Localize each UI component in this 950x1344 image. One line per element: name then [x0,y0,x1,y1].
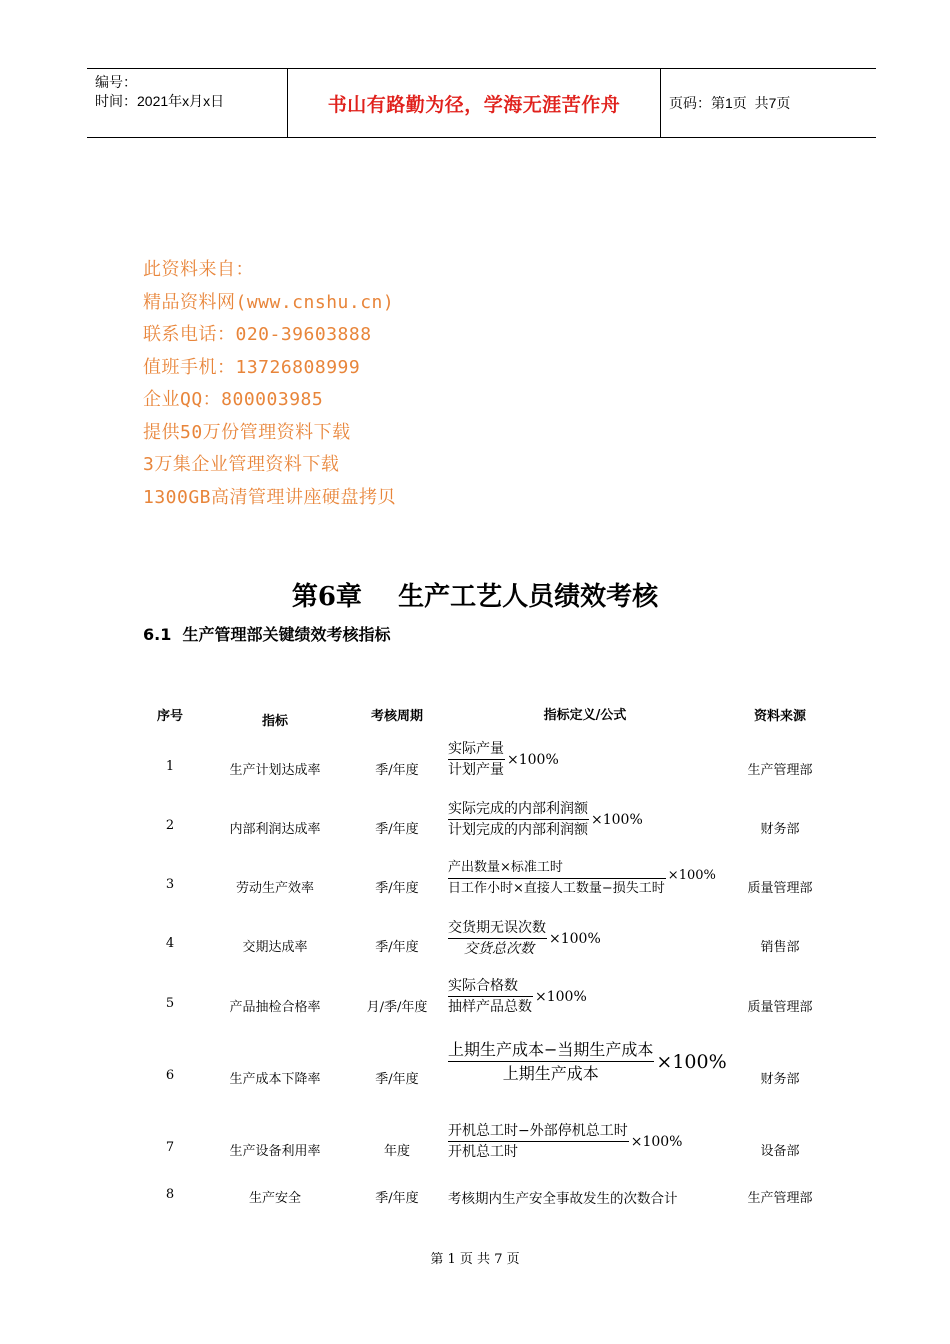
advert-line: 1300GB高清管理讲座硬盘拷贝 [143,486,397,508]
row-indicator: 交期达成率 [242,940,308,955]
row-source: 设备部 [760,1144,800,1159]
row-source: 质量管理部 [747,881,813,896]
row-definition: 考核期内生产安全事故发生的次数合计 [448,1191,678,1207]
row-no: 6 [165,1068,175,1083]
col-header-definition: 指标定义/公式 [543,708,627,723]
formula-factor: ×100% [549,930,601,947]
row-period: 季/年度 [375,822,419,837]
header-page-info [669,69,790,137]
advert-line: 3万集企业管理资料下载 [143,454,340,475]
advert-line: 联系电话：020-39603888 [143,324,372,345]
formula-numerator: 实际合格数 [448,977,533,997]
row-formula [448,1039,727,1084]
advert-line: 值班手机：13726808999 [143,356,361,378]
formula-factor: ×100% [591,811,643,828]
header-motto: 书山有路勤为径，学海无涯苦作舟 [287,69,661,137]
row-indicator: 内部利润达成率 [229,822,321,837]
col-header-no: 序号 [156,709,183,724]
formula-denominator: 计划产量 [448,762,504,778]
row-no: 2 [165,818,175,833]
row-no: 3 [165,877,175,892]
row-period: 季/年度 [375,940,419,955]
row-formula [448,740,559,779]
advert-line: 精品资料网(www.cnshu.cn) [143,291,395,313]
row-no: 7 [165,1140,175,1155]
row-indicator: 劳动生产效率 [235,881,314,896]
formula-denominator: 抽样产品总数 [448,999,532,1015]
formula-denominator: 开机总工时 [448,1144,518,1160]
formula-numerator: 实际产量 [448,740,505,760]
row-indicator: 生产设备利用率 [229,1144,321,1159]
formula-denominator: 上期生产成本 [502,1064,599,1083]
formula-numerator: 交货期无误次数 [448,919,547,939]
col-header-period: 考核周期 [370,709,423,724]
row-no: 4 [165,936,175,951]
header-time: 时间：2021年x月x日 [95,93,225,109]
header-meta [95,73,224,111]
row-indicator: 产品抽检合格率 [229,1000,321,1015]
row-formula [448,859,716,898]
row-formula [448,800,643,839]
formula-numerator: 上期生产成本−当期生产成本 [448,1039,654,1062]
formula-factor: ×100% [656,1050,727,1073]
formula-denominator: 交货总次数 [464,941,534,957]
advert-line: 提供50万份管理资料下载 [143,421,351,443]
header-number: 编号： [95,74,137,90]
section-title: 6.1 生产管理部关键绩效考核指标 [143,625,391,644]
advert-line: 企业QQ：800003985 [143,389,324,410]
row-no: 5 [165,996,175,1011]
row-no: 1 [165,759,175,774]
formula-factor: ×100% [507,751,559,768]
row-indicator: 生产成本下降率 [229,1072,321,1087]
row-period: 季/年度 [375,1072,419,1087]
row-formula [448,977,587,1016]
formula-denominator: 计划完成的内部利润额 [448,822,588,838]
formula-factor: ×100% [535,988,587,1005]
advert-line: 此资料来自： [143,259,254,280]
row-period: 年度 [383,1144,410,1159]
row-period: 季/年度 [375,881,419,896]
header-page-label: 页码：第1页 共7页 [669,95,791,111]
row-indicator: 生产计划达成率 [229,763,321,778]
formula-numerator: 产出数量×标准工时 [448,859,666,879]
row-source: 生产管理部 [747,1191,813,1206]
row-source: 销售部 [760,940,800,955]
row-source: 财务部 [760,1072,800,1087]
chapter-title: 第6章 生产工艺人员绩效考核 [291,582,659,612]
col-header-source: 资料来源 [753,709,806,724]
formula-factor: ×100% [630,1133,683,1150]
row-source: 财务部 [760,822,800,837]
page-footer: 第 1 页 共 7 页 [430,1252,520,1267]
row-period: 季/年度 [375,1191,419,1206]
row-period: 季/年度 [375,763,419,778]
page-header [87,68,876,138]
formula-denominator: 日工作小时×直接人工数量−损失工时 [448,881,665,896]
row-source: 质量管理部 [747,1000,813,1015]
row-period: 月/季/年度 [366,1000,428,1015]
row-indicator: 生产安全 [248,1191,301,1206]
col-header-indicator: 指标 [261,714,288,729]
row-formula [448,1122,683,1161]
row-source: 生产管理部 [747,763,813,778]
formula-factor: ×100% [667,868,716,883]
row-formula [448,919,601,958]
formula-numerator: 实际完成的内部利润额 [448,800,589,820]
source-advert-block [143,254,396,514]
row-no: 8 [165,1187,175,1202]
formula-numerator: 开机总工时−外部停机总工时 [448,1122,629,1142]
